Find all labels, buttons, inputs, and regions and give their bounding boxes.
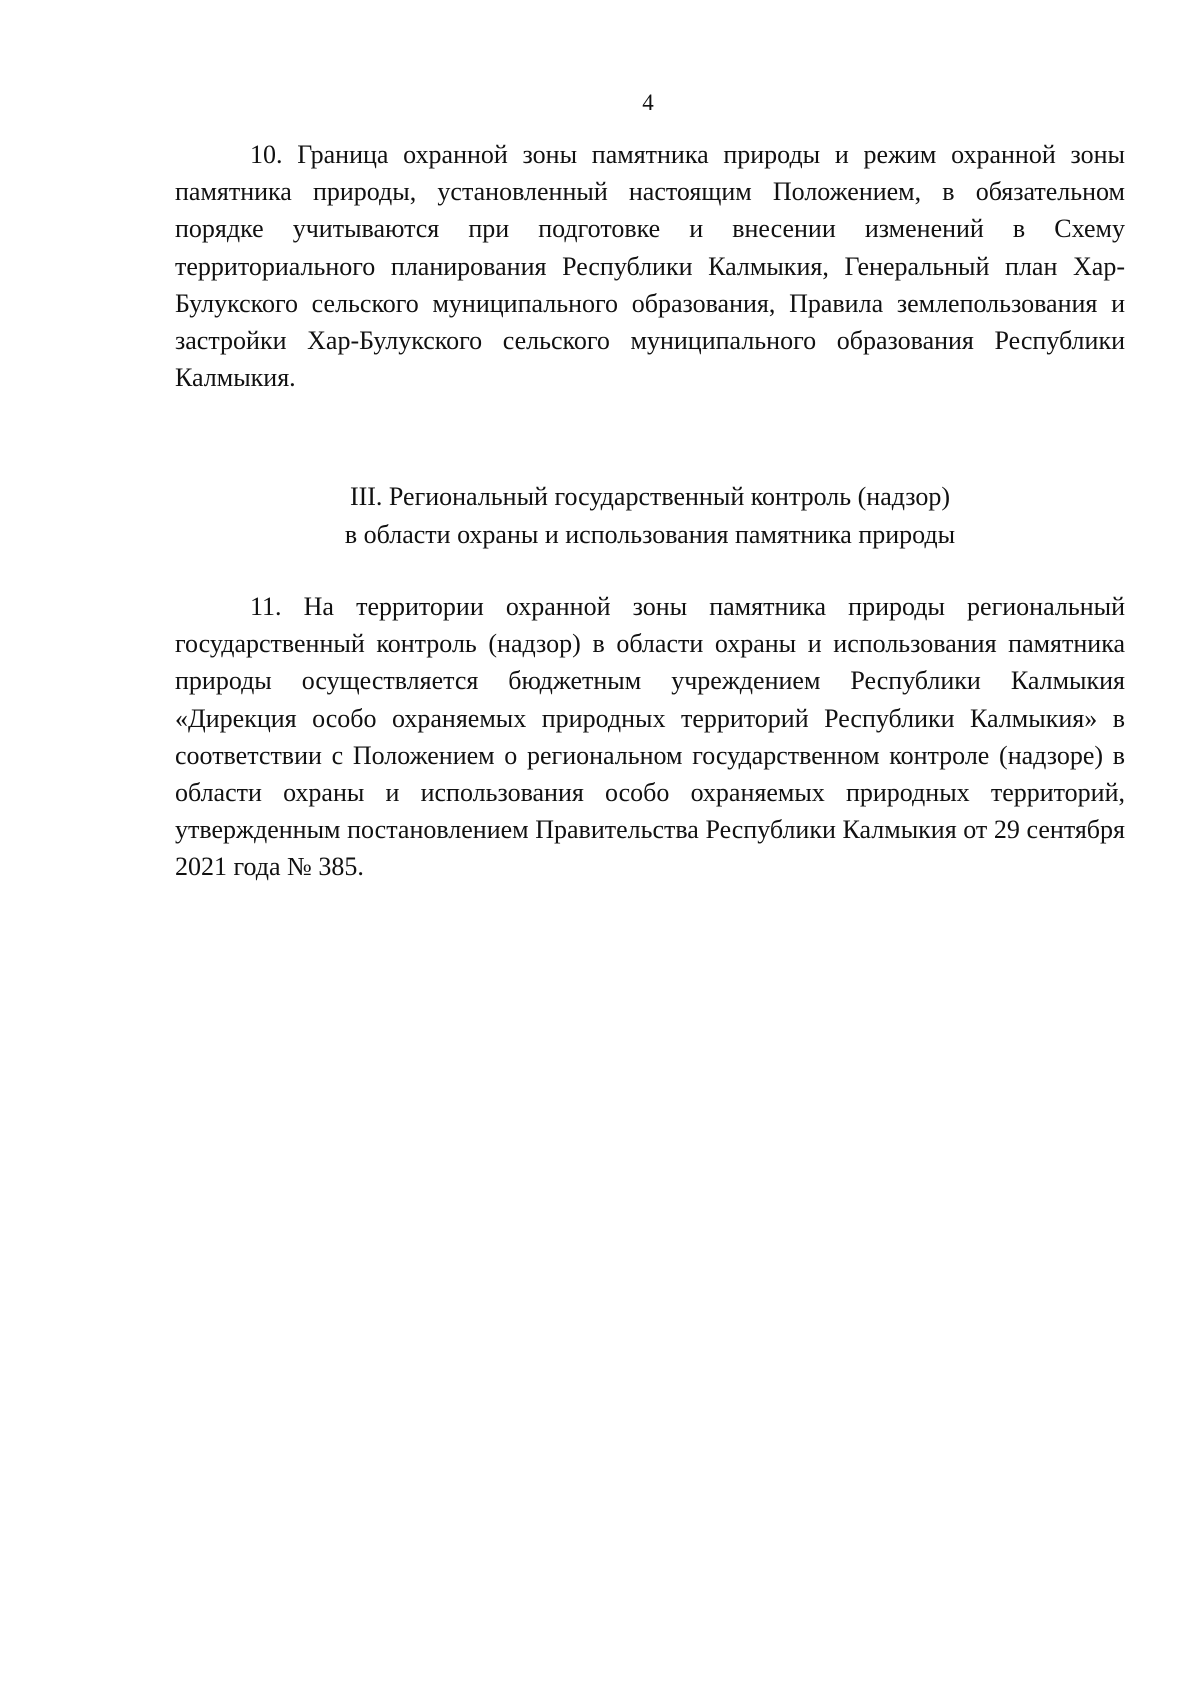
paragraph-11: 11. На территории охранной зоны памятника природы региональный государственный контроль (надзор) в области охраны и использования памятника природы осуществляется бюджетным учреждением Республики Калмыкия «Дирекция особо охраняемых природных территорий Республики Калмыкия» в соответствии с Положением о региональном государственном контроле (надзоре) в области охраны и использования особо охраняемых природных территорий, утвержденным постановлением Правительства Республики Калмыкия от 29 сентября 2021 года № 385. xyxy=(175,592,1125,882)
paragraph-10: 10. Граница охранной зоны памятника природы и режим охранной зоны памятника природы, установленный настоящим Положением, в обязательном порядке учитываются при подготовке и внесении изменений в Схему территориального планирования Республики Калмыкия, Генеральный план Хар-Булукского сельского муниципального образования, Правила землепользования и застройки Хар-Булукского сельского муниципального образования Республики Калмыкия. xyxy=(175,140,1125,393)
section-heading xyxy=(175,478,1125,553)
page-number: 4 xyxy=(642,90,654,115)
section-heading-line-2: в области охраны и использования памятника природы xyxy=(344,519,956,549)
section-heading-line-1: III. Региональный государственный контроль (надзор) xyxy=(349,482,951,511)
